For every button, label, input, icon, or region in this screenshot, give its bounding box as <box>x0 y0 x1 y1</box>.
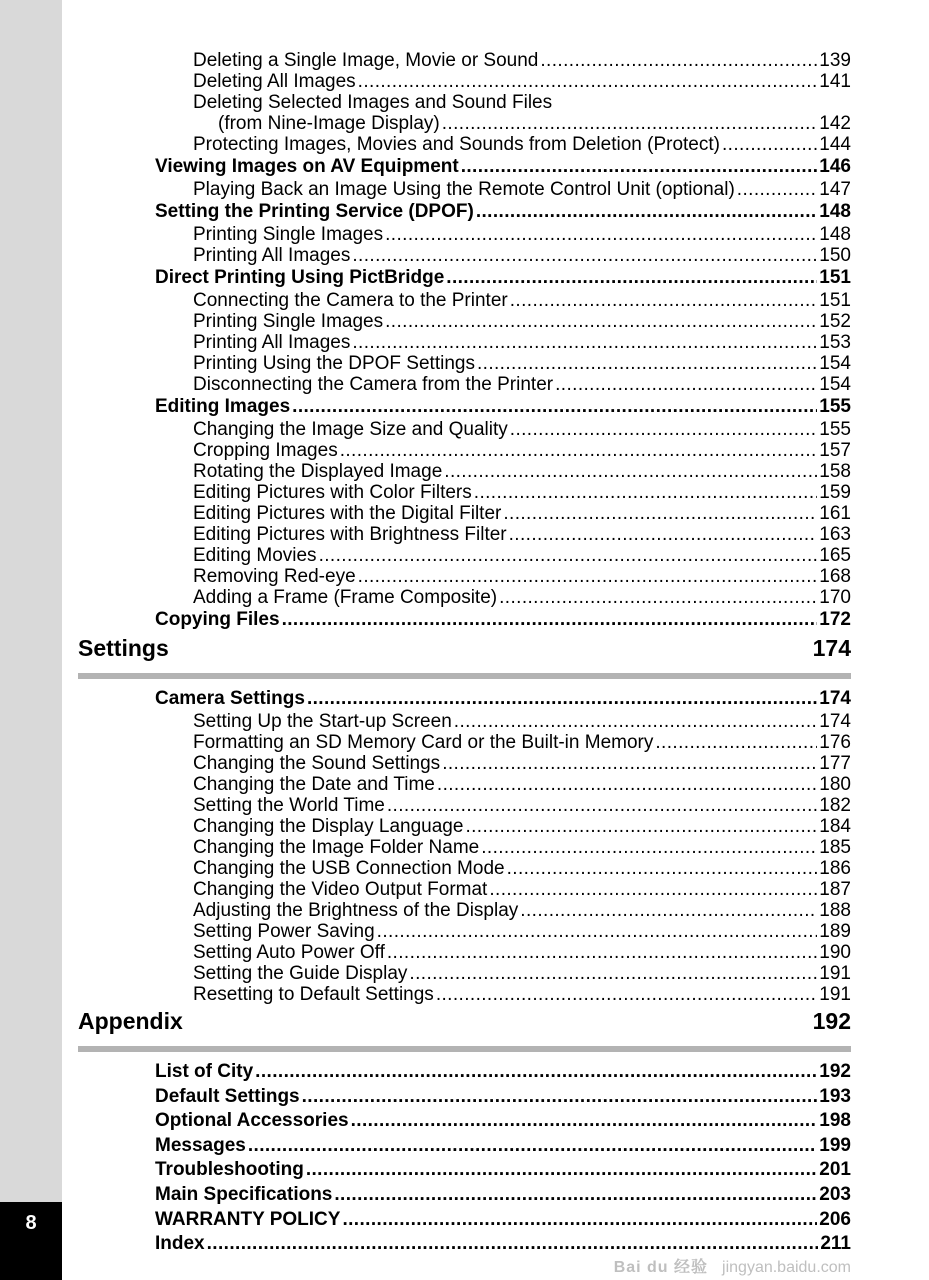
toc-entry-title: Changing the USB Connection Mode <box>193 858 505 879</box>
toc-entry-title: Setting the World Time <box>193 795 385 816</box>
toc-entry[interactable] <box>193 503 851 524</box>
toc-entry-page: 174 <box>812 635 851 661</box>
toc-entry-title: Editing Pictures with the Digital Filter <box>193 503 502 524</box>
toc-section-heading[interactable] <box>78 634 851 663</box>
toc-entry[interactable] <box>193 984 851 1005</box>
toc-entry[interactable] <box>193 795 851 816</box>
toc-entry[interactable] <box>155 1134 851 1159</box>
dot-leader <box>540 50 817 71</box>
toc-entry[interactable] <box>193 461 851 482</box>
toc-entry-title: Printing Single Images <box>193 224 384 245</box>
toc-entry-page: 150 <box>819 245 851 266</box>
toc-entry-title: Setting Up the Start-up Screen <box>193 711 452 732</box>
toc-entry[interactable] <box>193 858 851 879</box>
toc-entry[interactable] <box>193 482 851 503</box>
toc-entry[interactable] <box>155 1183 851 1208</box>
toc-entry-page: 157 <box>819 440 851 461</box>
toc-entry[interactable] <box>193 816 851 837</box>
toc-entry[interactable] <box>193 332 851 353</box>
toc-entry-page: 151 <box>819 290 851 311</box>
toc-entry[interactable] <box>193 419 851 440</box>
toc-entry[interactable] <box>193 921 851 942</box>
toc-entry[interactable] <box>155 395 851 419</box>
toc-entry-page: 193 <box>819 1085 851 1107</box>
dot-leader <box>409 963 817 984</box>
dot-leader <box>555 374 817 395</box>
toc-entry-title: Editing Images <box>155 396 291 417</box>
dot-leader <box>465 816 817 837</box>
toc-entry-page: 191 <box>819 984 851 1005</box>
dot-leader <box>454 711 818 732</box>
toc-entry-page: 203 <box>819 1183 851 1205</box>
toc-entry[interactable] <box>193 774 851 795</box>
toc-entry-title: Camera Settings <box>155 688 305 709</box>
dot-leader <box>307 687 817 711</box>
toc-entry-title: WARRANTY POLICY <box>155 1208 341 1230</box>
dot-leader <box>442 113 818 134</box>
dot-leader <box>342 1208 817 1232</box>
toc-entry-page: 192 <box>819 1061 851 1082</box>
toc-entry[interactable] <box>193 732 851 753</box>
toc-entry-page: 148 <box>819 201 851 222</box>
toc-entry-title: Cropping Images <box>193 440 338 461</box>
dot-leader <box>385 311 817 332</box>
toc-entry-title: Disconnecting the Camera from the Printer <box>193 374 554 395</box>
dot-leader <box>248 1134 817 1158</box>
watermark-url: jingyan.baidu.com <box>722 1259 851 1276</box>
dot-leader <box>306 1158 817 1182</box>
toc-entry-title: Removing Red-eye <box>193 566 356 587</box>
toc-entry[interactable] <box>155 200 851 224</box>
toc-entry[interactable] <box>155 1208 851 1233</box>
toc-entry-page: 142 <box>819 113 851 134</box>
toc-entry[interactable] <box>155 1232 851 1257</box>
toc-entry[interactable] <box>193 290 851 311</box>
toc-entry[interactable] <box>193 566 851 587</box>
toc-entry[interactable] <box>155 608 851 632</box>
toc-entry-page: 146 <box>819 156 851 177</box>
toc-entry[interactable] <box>193 134 851 155</box>
dot-leader <box>446 266 817 290</box>
toc-entry-title: Changing the Date and Time <box>193 774 435 795</box>
toc-entry-page: 174 <box>819 711 851 732</box>
toc-entry-page: 155 <box>819 396 851 417</box>
toc-entry-title: Editing Pictures with Brightness Filter <box>193 524 507 545</box>
toc-entry-page: 154 <box>819 374 851 395</box>
toc-entry-title: Changing the Image Folder Name <box>193 837 480 858</box>
dot-leader <box>510 419 818 440</box>
toc-entry-page: 201 <box>819 1159 851 1181</box>
toc-entry-page: 188 <box>819 900 851 921</box>
dot-leader <box>437 774 817 795</box>
toc-entry-page: 199 <box>819 1134 851 1156</box>
toc-entry-page: 189 <box>819 921 851 942</box>
toc-entry-title: Viewing Images on AV Equipment <box>155 156 459 177</box>
toc-entry-page: 182 <box>819 795 851 816</box>
toc-entry[interactable] <box>193 179 851 200</box>
toc-entry-title: Playing Back an Image Using the Remote Control Unit (optional) <box>193 179 735 200</box>
toc-entry-title: (from Nine-Image Display) <box>218 113 440 134</box>
toc-entry-page: 211 <box>820 1233 851 1255</box>
dot-leader <box>655 732 817 753</box>
toc-entry[interactable] <box>155 1085 851 1110</box>
dot-leader <box>436 984 817 1005</box>
dot-leader <box>207 1232 819 1256</box>
dot-leader <box>334 1183 817 1207</box>
toc-entry-title: Protecting Images, Movies and Sounds from Deletion (Protect) <box>193 134 720 155</box>
page-number: 8 <box>25 1212 37 1234</box>
toc-entry[interactable] <box>193 50 851 71</box>
toc-entry[interactable] <box>155 1060 851 1085</box>
toc-entry-page: 206 <box>819 1208 851 1230</box>
toc-entry-title: Printing All Images <box>193 245 351 266</box>
toc-entry-title: Changing the Image Size and Quality <box>193 419 508 440</box>
toc-entry-page: 155 <box>819 419 851 440</box>
toc-entry-page: 147 <box>819 179 851 200</box>
toc-entry-title: Connecting the Camera to the Printer <box>193 290 508 311</box>
toc-entry[interactable] <box>193 753 851 774</box>
dot-leader <box>352 332 817 353</box>
toc-entry[interactable] <box>193 92 851 113</box>
toc-entry-page: 176 <box>819 732 851 753</box>
dot-leader <box>319 545 818 566</box>
toc-entry[interactable] <box>193 942 851 963</box>
toc-entry-page: 139 <box>819 50 851 71</box>
toc-entry-page: 185 <box>819 837 851 858</box>
toc-entry-title: Setting the Guide Display <box>193 963 408 984</box>
table-of-contents <box>0 50 929 1257</box>
toc-entry-title: Troubleshooting <box>155 1159 304 1181</box>
dot-leader <box>481 837 817 858</box>
toc-entry[interactable] <box>193 71 851 92</box>
toc-entry-title: Printing Using the DPOF Settings <box>193 353 475 374</box>
toc-entry-title: Messages <box>155 1134 246 1156</box>
toc-entry[interactable] <box>193 440 851 461</box>
toc-entry-title: List of City <box>155 1061 254 1082</box>
toc-entry-title: Deleting All Images <box>193 71 356 92</box>
toc-entry[interactable] <box>193 353 851 374</box>
toc-entry-page: 153 <box>819 332 851 353</box>
toc-entry[interactable] <box>193 224 851 245</box>
toc-entry-title: Printing Single Images <box>193 311 384 332</box>
dot-leader <box>477 353 817 374</box>
dot-leader <box>737 179 818 200</box>
dot-leader <box>385 224 817 245</box>
toc-entry-page: 163 <box>819 524 851 545</box>
dot-leader <box>722 134 817 155</box>
toc-entry-title: Editing Movies <box>193 545 317 566</box>
toc-entry-page: 192 <box>812 1008 851 1034</box>
toc-entry[interactable] <box>155 266 851 290</box>
dot-leader <box>520 900 817 921</box>
dot-leader <box>499 587 817 608</box>
toc-entry-title: Appendix <box>78 1008 183 1034</box>
toc-entry[interactable] <box>155 1158 851 1183</box>
toc-entry-page: 148 <box>819 224 851 245</box>
toc-entry-title: Adding a Frame (Frame Composite) <box>193 587 498 608</box>
toc-entry[interactable] <box>193 245 851 266</box>
dot-leader <box>358 71 818 92</box>
toc-entry[interactable] <box>193 374 851 395</box>
toc-entry-page: 154 <box>819 353 851 374</box>
toc-entry[interactable] <box>155 687 851 711</box>
dot-leader <box>442 753 817 774</box>
toc-section-heading[interactable] <box>78 1007 851 1036</box>
section-divider <box>78 673 851 679</box>
toc-entry-title: Index <box>155 1233 205 1255</box>
dot-leader <box>351 1109 818 1133</box>
toc-entry-title: Printing All Images <box>193 332 351 353</box>
dot-leader <box>340 440 818 461</box>
toc-entry-page: 165 <box>819 545 851 566</box>
toc-entry[interactable] <box>193 711 851 732</box>
toc-entry-title: Setting Power Saving <box>193 921 375 942</box>
toc-entry-title: Direct Printing Using PictBridge <box>155 267 445 288</box>
dot-leader <box>387 795 817 816</box>
toc-entry-page: 158 <box>819 461 851 482</box>
toc-entry-title: Changing the Sound Settings <box>193 753 441 774</box>
dot-leader <box>387 942 817 963</box>
toc-entry-page: 168 <box>819 566 851 587</box>
toc-entry-page: 174 <box>819 688 851 709</box>
dot-leader <box>476 200 817 224</box>
toc-entry[interactable] <box>193 879 851 900</box>
toc-entry-page: 151 <box>819 267 851 288</box>
dot-leader <box>509 524 818 545</box>
toc-entry-title: Changing the Display Language <box>193 816 464 837</box>
toc-entry[interactable] <box>193 545 851 566</box>
toc-entry-page: 190 <box>819 942 851 963</box>
toc-entry-page: 172 <box>819 609 851 630</box>
toc-entry[interactable] <box>193 524 851 545</box>
toc-entry-page: 177 <box>819 753 851 774</box>
dot-leader <box>292 395 817 419</box>
toc-entry[interactable] <box>155 1109 851 1134</box>
toc-entry[interactable] <box>193 837 851 858</box>
toc-entry[interactable] <box>193 311 851 332</box>
toc-entry-page: 191 <box>819 963 851 984</box>
dot-leader <box>358 566 818 587</box>
toc-entry[interactable] <box>193 900 851 921</box>
dot-leader <box>302 1085 818 1109</box>
toc-entry-title: Deleting a Single Image, Movie or Sound <box>193 50 539 71</box>
toc-entry-page: 141 <box>819 71 851 92</box>
toc-entry-title: Formatting an SD Memory Card or the Built-in Memory <box>193 732 654 753</box>
dot-leader <box>489 879 817 900</box>
watermark-logo: Bai du 经验 <box>613 1259 709 1276</box>
dot-leader <box>282 608 818 632</box>
dot-leader <box>507 858 818 879</box>
toc-entry-title: Rotating the Displayed Image <box>193 461 443 482</box>
dot-leader <box>377 921 818 942</box>
toc-entry-title: Optional Accessories <box>155 1110 349 1132</box>
section-divider <box>78 1046 851 1052</box>
toc-entry-title: Adjusting the Brightness of the Display <box>193 900 519 921</box>
dot-leader <box>503 503 817 524</box>
dot-leader <box>461 155 818 179</box>
dot-leader <box>444 461 817 482</box>
toc-entry[interactable] <box>193 963 851 984</box>
toc-entry[interactable] <box>155 155 851 179</box>
toc-entry-title: Copying Files <box>155 609 280 630</box>
toc-entry-title: Setting Auto Power Off <box>193 942 385 963</box>
toc-entry[interactable] <box>193 587 851 608</box>
toc-entry-title: Setting the Printing Service (DPOF) <box>155 201 474 222</box>
toc-entry-page: 152 <box>819 311 851 332</box>
toc-entry-title: Resetting to Default Settings <box>193 984 434 1005</box>
toc-entry[interactable] <box>218 113 851 134</box>
toc-entry-title: Changing the Video Output Format <box>193 879 488 900</box>
toc-entry-title: Deleting Selected Images and Sound Files <box>193 92 553 113</box>
toc-entry-page: 170 <box>819 587 851 608</box>
watermark <box>614 1258 851 1278</box>
toc-entry-page: 184 <box>819 816 851 837</box>
toc-entry-page: 187 <box>819 879 851 900</box>
toc-entry-page: 161 <box>819 503 851 524</box>
toc-entry-page: 198 <box>819 1110 851 1132</box>
dot-leader <box>255 1060 817 1084</box>
toc-entry-page: 186 <box>819 858 851 879</box>
toc-entry-title: Settings <box>78 635 169 661</box>
dot-leader <box>352 245 817 266</box>
toc-entry-title: Editing Pictures with Color Filters <box>193 482 472 503</box>
toc-entry-page: 180 <box>819 774 851 795</box>
toc-entry-page: 159 <box>819 482 851 503</box>
toc-entry-title: Main Specifications <box>155 1183 333 1205</box>
dot-leader <box>510 290 818 311</box>
toc-entry-title: Default Settings <box>155 1085 300 1107</box>
toc-entry-page: 144 <box>819 134 851 155</box>
dot-leader <box>474 482 818 503</box>
